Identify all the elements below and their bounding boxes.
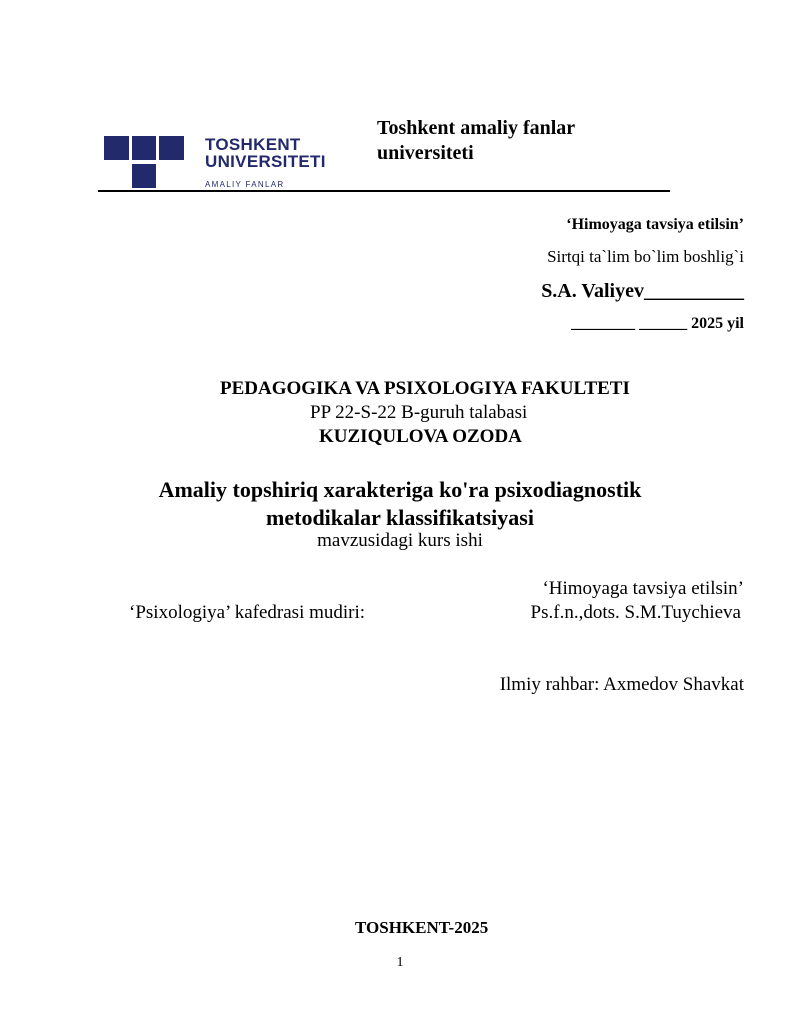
- university-logo: [104, 133, 334, 193]
- header-divider: [98, 190, 670, 192]
- city-year: TOSHKENT-2025: [355, 918, 489, 937]
- logo-word-1: TOSHKENT: [205, 135, 301, 154]
- department-recommend: ‘Himoyaga tavsiya etilsin’: [542, 578, 744, 599]
- logo-word-2: UNIVERSITETI: [205, 152, 326, 171]
- approval-name: S.A. Valiyev__________: [541, 280, 744, 302]
- student-name: KUZIQULOVA OZODA: [319, 426, 522, 447]
- page-number: 1: [396, 955, 404, 970]
- university-name-line1: Toshkent amaliy fanlar: [377, 117, 576, 139]
- student-group: PP 22-S-22 B-guruh talabasi: [310, 402, 528, 423]
- department-label: ‘Psixologiya’ kafedrasi mudiri:: [129, 602, 366, 623]
- department-head: Ps.f.n.,dots. S.M.Tuychieva: [530, 602, 741, 623]
- logo-square-2: [132, 136, 156, 160]
- topic-subtitle: mavzusidagi kurs ishi: [317, 530, 483, 551]
- university-name: [377, 116, 575, 166]
- logo-subtitle: AMALIY FANLAR: [205, 180, 285, 189]
- approval-position: Sirtqi ta`lim bo`lim boshlig`i: [547, 247, 744, 266]
- logo-square-4: [132, 164, 156, 188]
- approval-date: ________ ______ 2025 yil: [571, 315, 744, 332]
- supervisor: Ilmiy rahbar: Axmedov Shavkat: [499, 674, 744, 695]
- topic-line1: Amaliy topshiriq xarakteriga ko'ra psixodiagnostik: [158, 477, 642, 502]
- faculty-name: PEDAGOGIKA VA PSIXOLOGIYA FAKULTETI: [220, 378, 630, 399]
- university-name-line2: universiteti: [377, 142, 474, 164]
- logo-square-3: [159, 136, 184, 160]
- topic-line2: metodikalar klassifikatsiyasi: [266, 505, 534, 530]
- logo-square-1: [104, 136, 129, 160]
- approval-recommend: ‘Himoyaga tavsiya etilsin’: [566, 216, 744, 233]
